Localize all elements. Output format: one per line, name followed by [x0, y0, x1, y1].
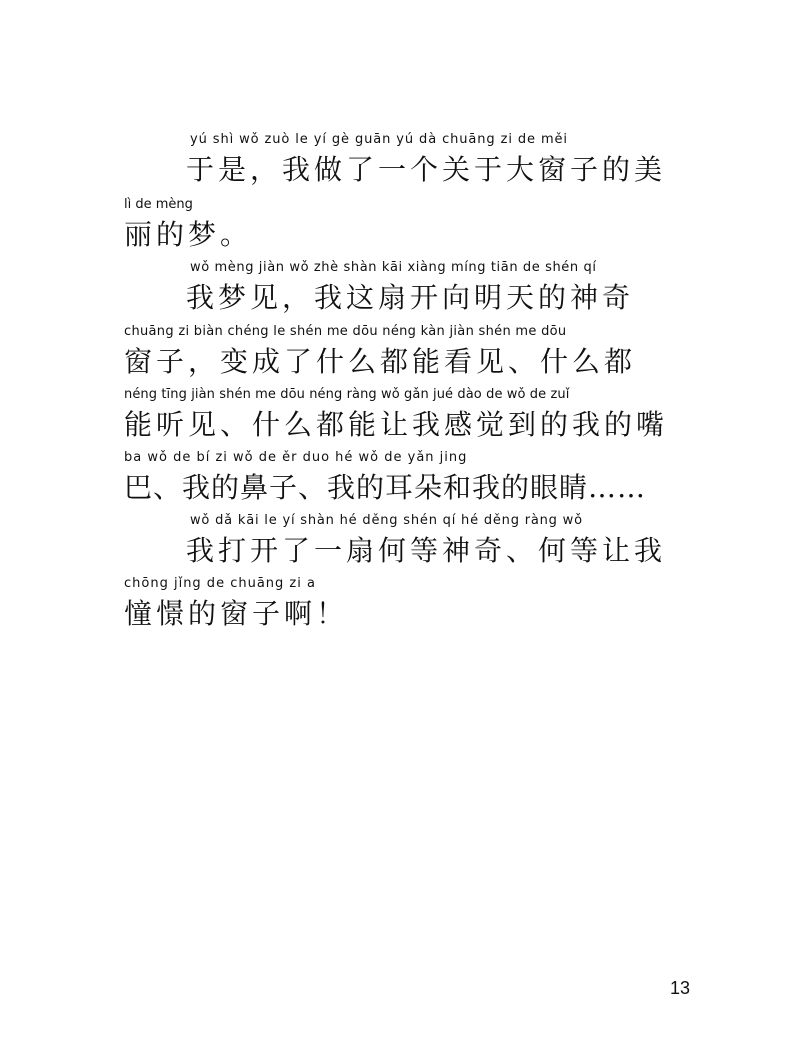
- pinyin-line-3: wǒ mèng jiàn wǒ zhè shàn kāi xiàng míng tiān de shén qí: [190, 260, 597, 275]
- text-line-3: [0, 258, 790, 320]
- hanzi-line-3: 我梦见，我这扇开向明天的神奇: [186, 281, 635, 314]
- hanzi-line-8: 憧憬的窗子啊！: [124, 597, 349, 630]
- hanzi-line-7: 我打开了一扇何等神奇、何等让我: [186, 534, 667, 567]
- pinyin-line-7: wǒ dǎ kāi le yí shàn hé děng shén qí hé děng ràng wǒ: [190, 513, 583, 528]
- page-number: 13: [669, 978, 691, 998]
- hanzi-line-6: 巴、我的鼻子、我的耳朵和我的眼睛……: [124, 471, 647, 504]
- pinyin-line-1: yú shì wǒ zuò le yí gè guān yú dà chuāng zi de měi: [190, 132, 568, 147]
- hanzi-line-4: 窗子，变成了什么都能看见、什么都: [124, 345, 637, 378]
- hanzi-line-5: 能听见、什么都能让我感觉到的我的嘴: [124, 408, 669, 441]
- text-line-2: [0, 195, 790, 257]
- pinyin-line-6: ba wǒ de bí zi wǒ de ěr duo hé wǒ de yǎn jing: [124, 450, 468, 465]
- hanzi-line-2: 丽的梦。: [124, 218, 253, 251]
- pinyin-line-2: lì de mèng: [124, 197, 193, 212]
- text-line-5: [0, 385, 790, 447]
- text-line-1: [0, 130, 790, 192]
- text-line-6: [0, 448, 790, 510]
- pinyin-line-8: chōng jǐng de chuāng zi a: [124, 576, 316, 591]
- text-line-8: [0, 574, 790, 636]
- pinyin-line-4: chuāng zi biàn chéng le shén me dōu néng kàn jiàn shén me dōu: [124, 324, 567, 339]
- text-line-4: [0, 322, 790, 384]
- hanzi-line-1: 于是，我做了一个关于大窗子的美: [186, 153, 667, 186]
- pinyin-line-5: néng tīng jiàn shén me dōu néng ràng wǒ gǎn jué dào de wǒ de zuǐ: [124, 387, 570, 402]
- text-line-7: [0, 511, 790, 573]
